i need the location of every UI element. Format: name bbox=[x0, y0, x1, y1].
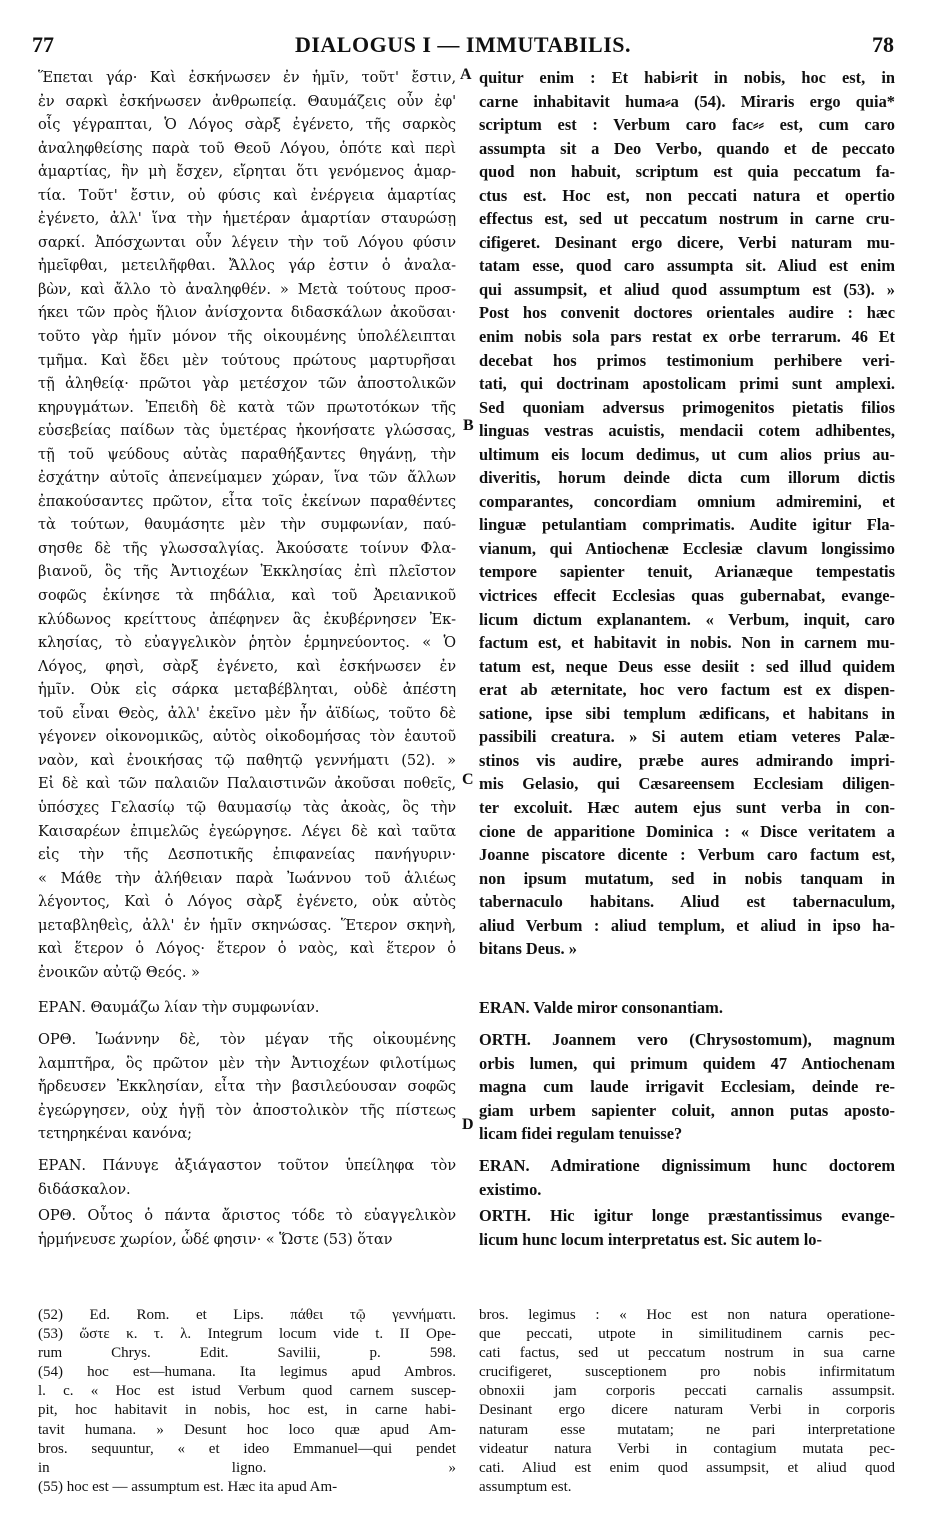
text-line: tabernaculo habitans. Aliud est tabernaculum, bbox=[479, 892, 895, 912]
text-line: enim nobis sola pars restat ex orbe terrarum. 46 Et bbox=[479, 327, 895, 347]
text-line: pit, hoc habitavit in nobis, hoc est, in carne habi- bbox=[38, 1402, 456, 1419]
text-line: γέγονεν οἰκονομικῶς, αὐτὸς οἰκοδομήσας τὸν ἑαυτοῦ bbox=[38, 728, 456, 746]
margin-marker-c: C bbox=[462, 771, 474, 788]
text-line: ἡμῖν. Οὐκ εἰς σάρκα μεταβέβληται, οὐδὲ ἀπέστη bbox=[38, 681, 456, 699]
text-line: giam urbem sapienter coluit, annon putas aposto- bbox=[479, 1100, 895, 1120]
latin-eran-reply-1 bbox=[479, 996, 895, 1020]
text-line: licum dictum explanantem. « Verbum, inquit, caro bbox=[479, 609, 895, 629]
text-line: crucifigeret, susceptionem pro nobis infirmitatum bbox=[479, 1364, 895, 1381]
text-line: ἤρδευσεν Ἐκκλησίαν, εἶτα τὴν βασιλεύουσαν σοφῶς bbox=[38, 1078, 456, 1096]
page-number-right: 78 bbox=[872, 32, 894, 57]
text-line: ἐσχάτην αὐτοῖς ἀπενείμαμεν χώραν, ἵνα τῶν ἄλλων bbox=[38, 469, 456, 487]
text-line: (54) hoc est—humana. Ita legimus apud Ambros. bbox=[38, 1364, 456, 1381]
text-line: satione, ipse sibi templum ædificans, et habitans in bbox=[479, 703, 895, 723]
greek-eran-reply-1 bbox=[38, 996, 456, 1020]
text-line: Εἰ δὲ καὶ τῶν παλαιῶν Παλαιστινῶν ἀκοῦσαι ποθεῖς, bbox=[38, 775, 456, 793]
latin-main-column bbox=[479, 66, 895, 961]
text-line: cifigeret. Desinant ergo dicere, Verbi naturam mu- bbox=[479, 232, 895, 252]
text-line: quitur enim : Et habi⸗rit in nobis, hoc est, in bbox=[479, 68, 895, 87]
text-line: σαρκί. Ἀπόσχωνται οὖν λέγειν τὴν τοῦ Λόγου φύσιν bbox=[38, 233, 456, 251]
text-line: linguæ petulantiam comprimatis. Audite igitur Fla- bbox=[479, 515, 895, 535]
text-line: μεταβληθεὶς, ἀλλ' ἐν ἡμῖν σκηνώσας. Ἕτερον σκηνὴ, bbox=[38, 916, 456, 934]
text-line: ΟΡΘ. Οὗτος ὁ πάντα ἄριστος τόδε τὸ εὐαγγελικὸν bbox=[38, 1207, 456, 1224]
text-line: diveritis, horum deinde dicta cum illorum dictis bbox=[479, 468, 895, 488]
text-line: licum hunc locum interpretatus est. Sic autem lo- bbox=[479, 1229, 822, 1249]
text-line: ὑπόσχες Γελασίῳ τῷ θαυμασίῳ τὰς ἀκοὰς, ὃς τὴν bbox=[38, 798, 456, 816]
text-line: Post hos convenit doctores orientales audire : hæc bbox=[479, 303, 895, 323]
text-line: καὶ ἕτερον ὁ Λόγος· ἕτερον ὁ ναὸς, καὶ ἕτερον ὁ bbox=[38, 940, 456, 958]
text-line: bros. legimus : « Hoc est non natura operatione- bbox=[479, 1307, 895, 1323]
text-line: tavit humana. » Desunt hoc loco quæ apud Am- bbox=[38, 1421, 456, 1438]
text-line: ἐνοικῶν αὐτῷ Θεός. » bbox=[38, 963, 200, 981]
text-line: ter excoluit. Hæc autem ejus sunt verba in con- bbox=[479, 797, 895, 817]
text-line: σοφῶς ἐκίνησε τὰ πηδάλια, καὶ τοῦ Ἀρειανικοῦ bbox=[38, 587, 456, 605]
text-line: ERAN. Admiratione dignissimum hunc doctorem bbox=[479, 1156, 895, 1175]
greek-main-column bbox=[38, 66, 456, 984]
text-line: cati. Aliud est enim quod assumpsit, et aliud quod bbox=[479, 1459, 895, 1476]
text-line: que peccati, utpote in similitudinem carnis pec- bbox=[479, 1326, 895, 1343]
running-title: DIALOGUS I — IMMUTABILIS. bbox=[294, 32, 632, 57]
text-line: ἁμαρτίας, ἣν μὴ ἔσχεν, εἴρηται ὅτι γενόμενος ἁμαρ- bbox=[38, 163, 456, 181]
text-line: « Μάθε τὴν ἀλήθειαν παρὰ Ἰωάννου τοῦ ἁλιέως bbox=[38, 869, 456, 887]
text-line: cati factus, sed ut peccatum nostrum in sua carne bbox=[479, 1345, 895, 1362]
text-line: ORTH. Hic igitur longe præstantissimus evange- bbox=[479, 1206, 895, 1225]
text-line: scriptum est : Verbum caro fac⸗⸗ est, cum caro bbox=[479, 115, 895, 135]
text-line: ήκει τῶν πρὸς ἥλιον ἀνίσχοντα διδασκάλων ἀκοῦσαι· bbox=[38, 304, 456, 322]
latin-orth-reply-1 bbox=[479, 1028, 895, 1146]
text-line: tati, qui doctrinam apostolicam primi sunt amplexi. bbox=[479, 374, 895, 394]
text-line: naturam esse mutatam; ne pari interpretatione bbox=[479, 1421, 895, 1438]
text-line: βὼν, καὶ ἄλλο τὸ ἀναληφθέν. » Μετὰ τούτους προσ- bbox=[38, 280, 456, 298]
text-line: ναὸν, καὶ ἐνοικήσας τῷ παθητῷ γεννήματι (52). » bbox=[38, 751, 456, 769]
text-line: qui assumpsit, et aliud quod assumptum est (53). » bbox=[479, 279, 895, 299]
text-line: linguas vestras acuistis, mendacii cotem adhibentes, bbox=[479, 421, 895, 441]
text-line: bros. sequuntur, « et ideo Emmanuel—qui pendet bbox=[38, 1440, 456, 1457]
text-line: ἠμεῖφθαι, μετειλῆφθαι. Ἄλλος γάρ ἐστιν ὁ ἀναλα- bbox=[38, 257, 456, 275]
text-line: carne inhabitavit huma⸗a (54). Miraris ergo quia* bbox=[479, 91, 895, 111]
text-line: (55) hoc est — assumptum est. Hæc ita apud Am- bbox=[38, 1478, 338, 1495]
text-line: λαμπτῆρα, ὃς πρῶτον μὲν τὴν Ἀντιοχέων φιλοτίμως bbox=[38, 1054, 456, 1072]
text-line: ἐπακούσαντες πρῶτον, εἶτα τοῖς ἐκείνων παραθέντες bbox=[38, 492, 456, 510]
text-line: ERAN. Valde miror consonantiam. bbox=[479, 998, 723, 1017]
text-line: bitans Deus. » bbox=[479, 939, 577, 959]
latin-orth-reply-2 bbox=[479, 1204, 895, 1251]
text-line: οἷς γέγραπται, Ὁ Λόγος σὰρξ ἐγένετο, τῆς σαρκὸς bbox=[38, 116, 456, 134]
text-line: κηρυγμάτων. Ἐπειδὴ δὲ κατὰ τῶν πρωτοτόκων τῆς bbox=[38, 398, 456, 416]
footnotes-right bbox=[479, 1306, 895, 1497]
text-line: ultimum eis locum dedimus, ut cum alios prius au- bbox=[479, 444, 895, 464]
text-line: Desinant ergo dicere naturam Verbi in corporis bbox=[479, 1402, 895, 1419]
text-line: assumpta sit a Deo Verbo, quando et de peccato bbox=[479, 138, 895, 158]
text-line: magna cum laude irrigavit Ecclesiam, deinde re- bbox=[479, 1077, 895, 1097]
text-line: βιανοῦ, ὃς τῆς Ἀντιοχέων Ἐκκλησίας ἐπὶ πλεῖστον bbox=[38, 563, 456, 581]
text-line: tempore sapienter tenuit, Arianæque tempestatis bbox=[479, 562, 895, 582]
text-line: λέγοντος, Καὶ ὁ Λόγος σὰρξ ἐγένετο, οὐκ αὐτὸς bbox=[38, 893, 456, 911]
text-line: ctus est. Hoc est, non peccati natura et opertio bbox=[479, 185, 895, 205]
latin-eran-reply-2 bbox=[479, 1154, 895, 1201]
text-line: orbis lumen, qui primum quidem 47 Antiochenam bbox=[479, 1053, 895, 1073]
text-line: τῇ ἀληθείᾳ· πρῶτοι γὰρ μετέσχον τῶν ἀποστολικῶν bbox=[38, 375, 456, 393]
margin-marker-a: A bbox=[460, 66, 472, 83]
text-line: εἰς τὴν τῆς Δεσποτικῆς ἐπιφανείας πανήγυριν· bbox=[38, 846, 456, 864]
text-line: factum est, et habitavit in nobis. Non in carnem mu- bbox=[479, 633, 895, 653]
text-line: aliud Verbum : aliud templum, et aliud in ipso ha- bbox=[479, 915, 895, 935]
text-line: ΕΡΑΝ. Θαυμάζω λίαν τὴν συμφωνίαν. bbox=[38, 999, 320, 1016]
text-line: tatum est, neque Deus esse desiit : sed illud quidem bbox=[479, 656, 895, 676]
text-line: σησθε δὲ τῆς γλωσσαλγίας. Ἀκούσατε τοίνυν Φλα- bbox=[38, 539, 456, 557]
text-line: διδάσκαλον. bbox=[38, 1180, 131, 1198]
text-line: κλησίας, τὸ εὐαγγελικὸν ῥητὸν ἑρμηνεύοντος. « Ὁ bbox=[38, 634, 456, 652]
text-line: τμῆμα. Καὶ ἔδει μὲν τούτους πρώτους μαρτυρῆσαι bbox=[38, 351, 456, 369]
greek-orth-reply-1 bbox=[38, 1028, 456, 1146]
text-line: decebat hos primos testimonium perhibere veri- bbox=[479, 350, 895, 370]
text-line: ἡρμήνευσε χωρίον, ὧδέ φησιν· « Ὥστε (53) ὅταν bbox=[38, 1230, 393, 1248]
text-line: stinos vis audire, præbe aures admirando impri- bbox=[479, 750, 895, 770]
text-line: τετηρηκέναι κανόνα; bbox=[38, 1125, 192, 1143]
text-line: τοῦ εἶναι Θεὸς, ἀλλ' ἐκεῖνο μὲν ἦν ἀϊδίως, τοῦτο δὲ bbox=[38, 704, 456, 722]
text-line: ΕΡΑΝ. Πάνυγε ἀξιάγαστον τοῦτον ὑπείληφα τὸν bbox=[38, 1157, 456, 1174]
text-line: tatam esse, quod caro assumpta sit. Aliud est enim bbox=[479, 256, 895, 276]
margin-marker-b: B bbox=[463, 417, 474, 434]
text-line: ORTH. Joannem vero (Chrysostomum), magnum bbox=[479, 1030, 895, 1049]
text-line: erat ab æternitate, hoc vero factum est ex dispen- bbox=[479, 680, 895, 700]
text-line: τὰ τούτων, θαυμάσητε μὲν τὴν συμφωνίαν, παύ- bbox=[38, 516, 456, 534]
text-line: passibili creatura. » Si autem etiam veteres Palæ- bbox=[479, 727, 895, 747]
text-line: victrices effecit Ecclesias quas gubernabat, evange- bbox=[479, 586, 895, 606]
text-line: licam fidei regulam tenuisse? bbox=[479, 1124, 683, 1144]
text-line: Λόγος, φησὶ, σὰρξ ἐγένετο, καὶ ἐσκήνωσεν ἐν bbox=[38, 657, 456, 675]
page-header bbox=[32, 32, 894, 62]
text-line: ἐγένετο, ἀλλ' ἵνα τὴν ἡμετέραν ἁμαρτίαν σταυρώσῃ bbox=[38, 210, 456, 228]
footnotes-left bbox=[38, 1306, 456, 1497]
greek-eran-reply-2 bbox=[38, 1154, 456, 1201]
text-line: videatur natura Verbi in contagium mutata pec- bbox=[479, 1440, 895, 1457]
text-line: vianum, qui Antiochenæ Ecclesiæ clavum longissimo bbox=[479, 538, 895, 558]
text-line: assumptum est. bbox=[479, 1478, 572, 1495]
greek-orth-reply-2 bbox=[38, 1204, 456, 1251]
text-line: existimo. bbox=[479, 1179, 542, 1199]
text-line: Sed quoniam adversus primogenitos pietatis filios bbox=[479, 397, 895, 417]
text-line: Καισαρέων ἐπιμελῶς ἐγεώργησε. Λέγει δὲ καὶ ταῦτα bbox=[38, 822, 456, 840]
text-line: τία. Τοῦτ' ἔστιν, οὐ φύσις καὶ ἐνέργεια ἁμαρτίας bbox=[38, 186, 456, 204]
text-line: ἐν σαρκὶ ἐσκήνωσεν ἀνθρωπείᾳ. Θαυμάζεις οὖν ἐφ' bbox=[38, 92, 456, 110]
text-line: Joanne piscatore dicente : Verbum caro factum est, bbox=[479, 845, 895, 865]
text-line: ἀναληφθείσης παρὰ τοῦ Θεοῦ Λόγου, ὁπότε καὶ περὶ bbox=[38, 139, 456, 157]
text-line: quod non habuit, scriptum est quia peccatum fa- bbox=[479, 162, 895, 182]
text-line: obnoxii jam corporis peccati carnalis assumpsit. bbox=[479, 1383, 895, 1400]
text-line: ΟΡΘ. Ἰωάννην δὲ, τὸν μέγαν τῆς οἰκουμένης bbox=[38, 1031, 456, 1048]
text-line: non ipsum mutatum, sed in nobis tanquam in bbox=[479, 868, 895, 888]
text-line: cione de apparitione Dominica : « Disce veritatem a bbox=[479, 821, 895, 841]
text-line: mis Gelasio, qui Cæsareensem Ecclesiam diligen- bbox=[479, 774, 895, 794]
text-line: κλύδωνος κρείττους ἀπέφηνεν ἃς ἐκυβέρνησεν Ἐκ- bbox=[38, 610, 456, 628]
text-line: εὐσεβείας παίδων τὰς ὑμετέρας ἠκονήσατε γλώσσας, bbox=[38, 422, 456, 440]
text-line: l. c. « Hoc est istud Verbum quod carnem suscep- bbox=[38, 1383, 456, 1400]
text-line: Ἕπεται γάρ· Καὶ ἐσκήνωσεν ἐν ἡμῖν, τοῦτ' ἔστιν, bbox=[38, 69, 456, 86]
text-line: comparantes, concordiam omnium admiremini, et bbox=[479, 491, 895, 511]
text-line: τῇ τοῦ ψεύδους αὐτὰς παραθήξαντες θηγάνῃ, τὴν bbox=[38, 445, 456, 463]
text-line: rum Chrys. Edit. Savilii, p. 598. bbox=[38, 1345, 456, 1362]
text-line: ἐγεώργησεν, οὐχ ἡγῇ τὸν ἀποστολικὸν τῆς πίστεως bbox=[38, 1101, 456, 1119]
text-line: (53) ὥστε κ. τ. λ. Integrum locum vide t. II Ope- bbox=[38, 1326, 456, 1343]
text-line: (52) Ed. Rom. et Lips. πάθει τῷ γεννήματι. bbox=[38, 1307, 456, 1323]
page-number-left: 77 bbox=[32, 32, 54, 57]
text-line: in ligno. » bbox=[38, 1459, 456, 1476]
text-line: τοῦτο γὰρ ἡμῖν μόνον τῆς οἰκουμένης ὑπολέλειπται bbox=[38, 328, 456, 346]
text-line: effectus est, sed ut peccatum nostrum in carne cru- bbox=[479, 209, 895, 229]
margin-marker-d: D bbox=[462, 1116, 474, 1133]
